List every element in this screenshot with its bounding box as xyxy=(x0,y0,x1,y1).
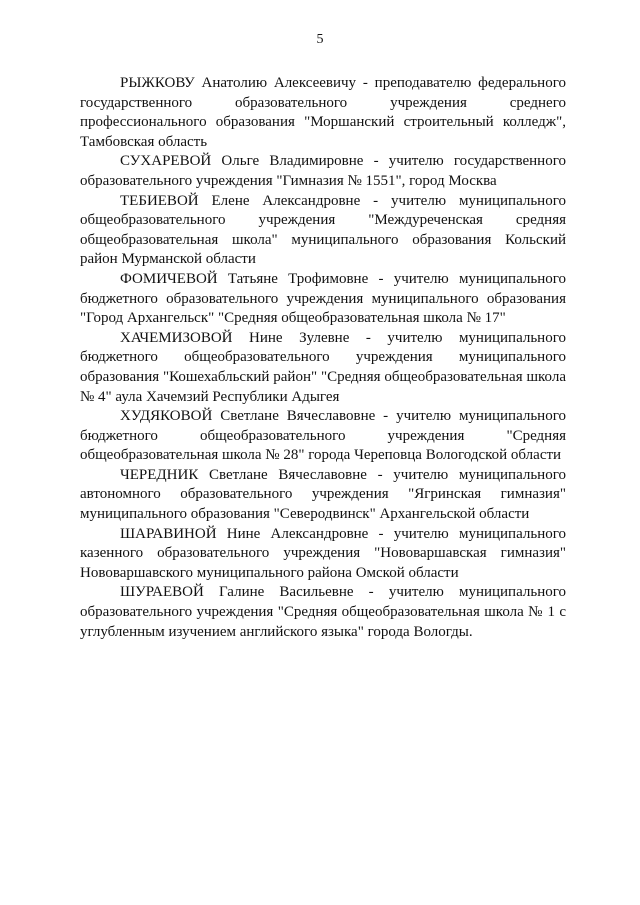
award-entry-sukhareva: СУХАРЕВОЙ Ольге Владимировне - учителю государственного образовательного учреждения "Гимназия № 1551", город Москва xyxy=(80,153,566,189)
award-entry-fomicheva: ФОМИЧЕВОЙ Татьяне Трофимовне - учителю муниципального бюджетного образовательного учреждения муниципального образования "Город Архангельск" "Средняя общеобразовательная школа № 17" xyxy=(80,270,566,327)
award-list xyxy=(80,74,566,642)
award-entry-khachemizova: ХАЧЕМИЗОВОЙ Нине Зулевне - учителю муниципального бюджетного общеобразовательного учреждения муниципального образования "Кошехабльский район" "Средняя общеобразовательная школа № 4" аула Хачемзий Республики Адыгея xyxy=(80,329,566,405)
award-entry-khudyakova: ХУДЯКОВОЙ Светлане Вячеславовне - учителю муниципального бюджетного общеобразовательного учреждения "Средняя общеобразовательная школа № 28" города Череповца Вологодской области xyxy=(80,408,566,464)
award-entry-tebieva: ТЕБИЕВОЙ Елене Александровне - учителю муниципального общеобразовательного учреждения "Междуреченская средняя общеобразовательная школа" муниципального образования Кольский район Мурманской области xyxy=(80,192,566,268)
award-entry-ryzhkov: РЫЖКОВУ Анатолию Алексеевичу - преподавателю федерального государственного образовательного учреждения среднего профессионального образования "Моршанский строительный колледж", Тамбовская область xyxy=(80,75,566,150)
award-entry-shuraeva: ШУРАЕВОЙ Галине Васильевне - учителю муниципального образовательного учреждения "Средняя общеобразовательная школа № 1 с углубленным изучением английского языка" города Вологды. xyxy=(80,584,566,640)
award-entry-sharavina: ШАРАВИНОЙ Нине Александровне - учителю муниципального казенного образовательного учреждения "Нововаршавская гимназия" Нововаршавского муниципального района Омской области xyxy=(80,525,566,581)
page-number: 5 xyxy=(316,32,324,47)
award-entry-cherednik: ЧЕРЕДНИК Светлане Вячеславовне - учителю муниципального автономного образовательного учреждения "Ягринская гимназия" муниципального образования "Северодвинск" Архангельской области xyxy=(80,466,566,523)
